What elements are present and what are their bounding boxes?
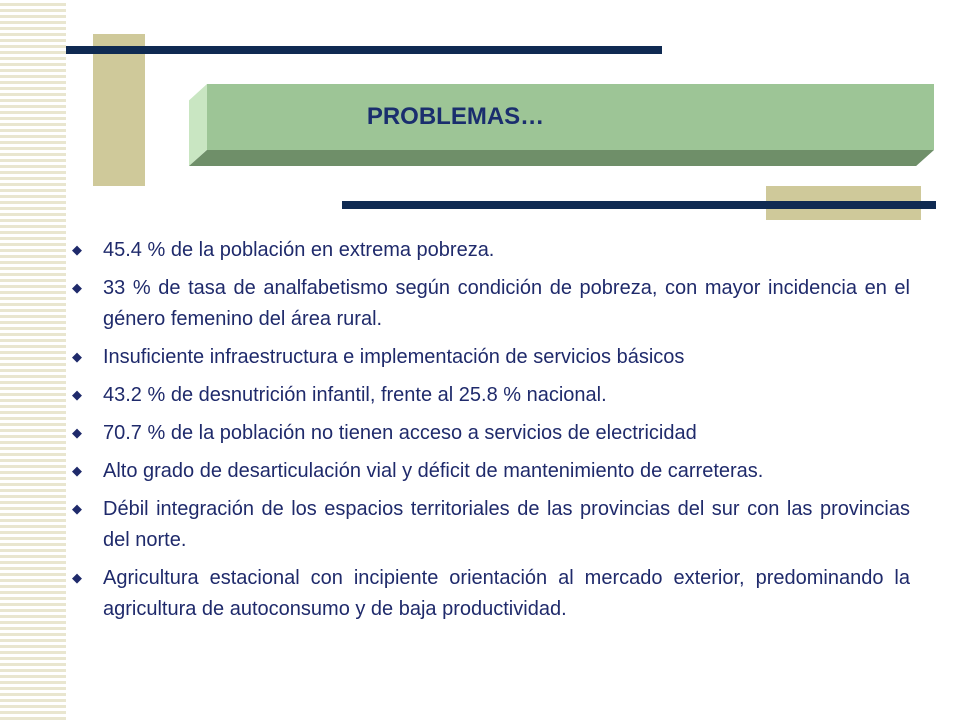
decorative-top-bar: [66, 46, 662, 54]
title-box-bottom-face: [189, 150, 934, 166]
list-item-text: Agricultura estacional con incipiente orientación al mercado exterior, predominando la agricultura de autoconsumo y de baja productividad.: [103, 567, 910, 620]
diamond-bullet-icon: ◆: [72, 280, 82, 295]
list-item: [68, 380, 910, 411]
diamond-bullet-icon: ◆: [72, 387, 82, 402]
list-item: [68, 563, 910, 625]
list-item-text: 70.7 % de la población no tienen acceso a servicios de electricidad: [103, 422, 697, 444]
list-item-text: Insuficiente infraestructura e implementación de servicios básicos: [103, 346, 685, 368]
list-item-text: Alto grado de desarticulación vial y déficit de mantenimiento de carreteras.: [103, 460, 764, 482]
list-item-text: 45.4 % de la población en extrema pobreza.: [103, 239, 495, 261]
list-item: [68, 456, 910, 487]
list-item-text: 43.2 % de desnutrición infantil, frente al 25.8 % nacional.: [103, 384, 607, 406]
list-item: [68, 494, 910, 556]
left-stripe-border: [0, 0, 70, 720]
diamond-bullet-icon: ◆: [72, 349, 82, 364]
title-box: [189, 84, 934, 166]
slide-title: PROBLEMAS…: [366, 103, 545, 130]
list-item-text: Débil integración de los espacios territoriales de las provincias del sur con las provincias del norte.: [103, 498, 910, 551]
list-item: [68, 418, 910, 449]
list-item-text: 33 % de tasa de analfabetismo según condición de pobreza, con mayor incidencia en el género femenino del área rural.: [103, 277, 910, 330]
decorative-bottom-bar: [342, 201, 936, 209]
list-item: [68, 342, 910, 373]
list-item: [68, 273, 910, 335]
decorative-tan-vertical-block: [93, 34, 145, 186]
diamond-bullet-icon: ◆: [72, 425, 82, 440]
diamond-bullet-icon: ◆: [72, 242, 82, 257]
diamond-bullet-icon: ◆: [72, 570, 82, 585]
diamond-bullet-icon: ◆: [72, 463, 82, 478]
diamond-bullet-icon: ◆: [72, 501, 82, 516]
problems-list: [68, 235, 910, 632]
list-item: [68, 235, 910, 266]
